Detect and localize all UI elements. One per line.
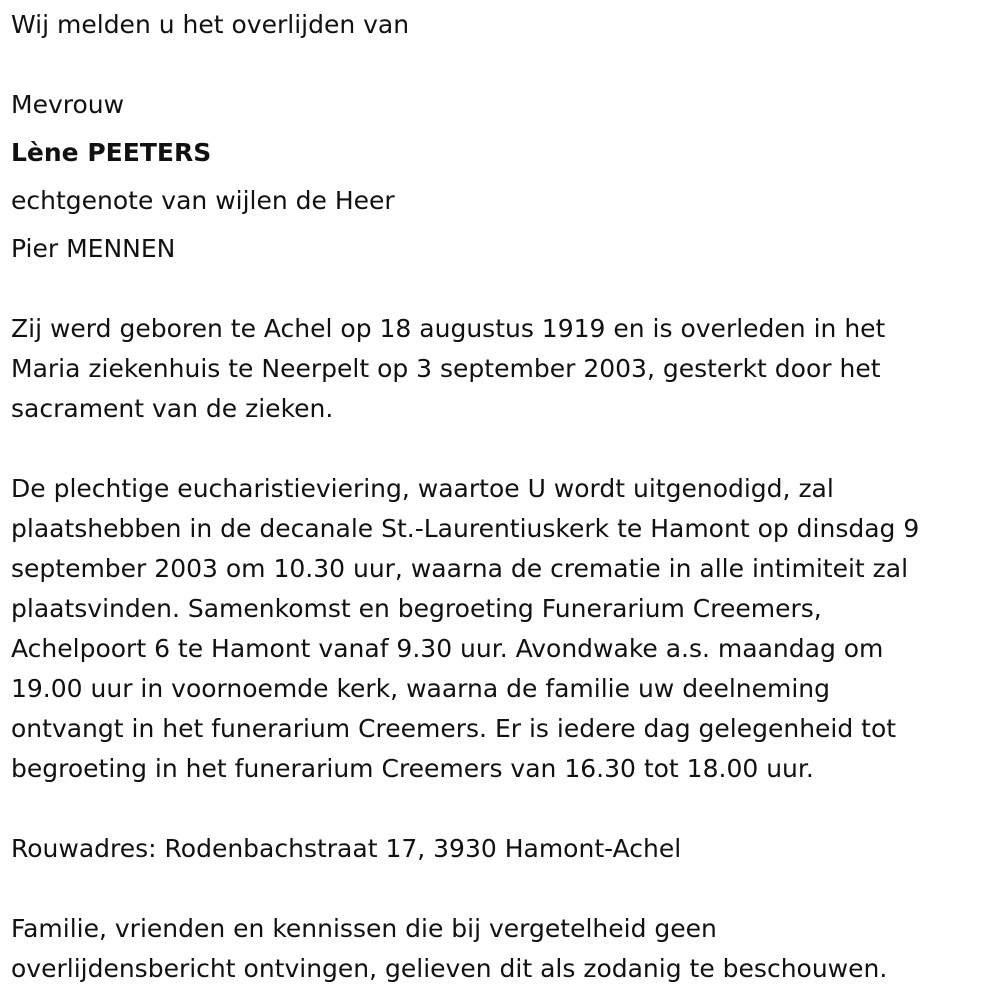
intro-line: Wij melden u het overlijden van [11, 10, 410, 39]
title-line: Mevrouw [11, 90, 125, 119]
mourning-address: Rouwadres: Rodenbachstraat 17, 3930 Hamont-Achel [11, 834, 682, 863]
closing-paragraph-line: overlijdensbericht ontvingen, gelieven dit als zodanig te beschouwen. [11, 954, 888, 983]
ceremony-paragraph-line: ontvangt in het funerarium Creemers. Er is iedere dag gelegenheid tot [11, 714, 897, 743]
ceremony-paragraph-line: Achelpoort 6 te Hamont vanaf 9.30 uur. Avondwake a.s. maandag om [11, 634, 884, 663]
deceased-name: Lène PEETERS [11, 138, 212, 167]
ceremony-paragraph [11, 469, 919, 789]
relation-line: echtgenote van wijlen de Heer [11, 186, 395, 215]
ceremony-paragraph-line: plaatshebben in de decanale St.-Laurentiuskerk te Hamont op dinsdag 9 [11, 514, 920, 543]
spouse-name: Pier MENNEN [11, 234, 176, 263]
ceremony-paragraph-line: 19.00 uur in voornoemde kerk, waarna de familie uw deelneming [11, 674, 831, 703]
birth-paragraph-line: Maria ziekenhuis te Neerpelt op 3 september 2003, gesterkt door het [11, 354, 881, 383]
ceremony-paragraph-line: begroeting in het funerarium Creemers van 16.30 tot 18.00 uur. [11, 754, 814, 783]
closing-paragraph [11, 909, 887, 989]
birth-paragraph [11, 309, 885, 429]
closing-paragraph-line: Familie, vrienden en kennissen die bij vergetelheid geen [11, 914, 717, 943]
ceremony-paragraph-line: september 2003 om 10.30 uur, waarna de crematie in alle intimiteit zal [11, 554, 909, 583]
birth-paragraph-line: Zij werd geboren te Achel op 18 augustus 1919 en is overleden in het [11, 314, 886, 343]
birth-paragraph-line: sacrament van de zieken. [11, 394, 334, 423]
ceremony-paragraph-line: De plechtige eucharistieviering, waartoe U wordt uitgenodigd, zal [11, 474, 834, 503]
ceremony-paragraph-line: plaatsvinden. Samenkomst en begroeting Funerarium Creemers, [11, 594, 822, 623]
